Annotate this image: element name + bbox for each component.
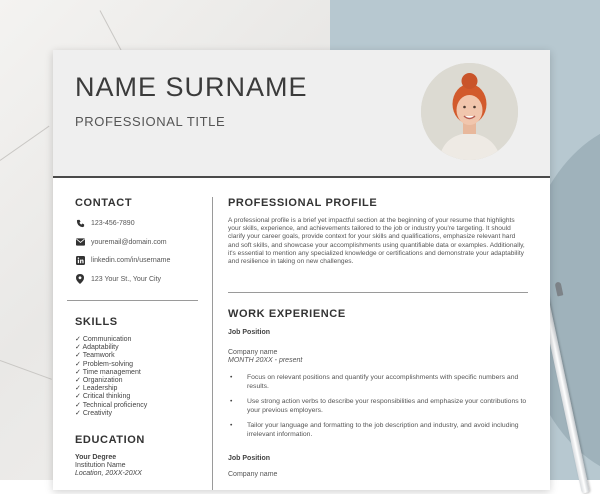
skill-item: ✓ Critical thinking: [75, 393, 147, 401]
professional-title: PROFESSIONAL TITLE: [75, 114, 226, 129]
contact-email: [75, 237, 167, 247]
skill-item: ✓ Communication: [75, 336, 147, 344]
skill-item: ✓ Organization: [75, 377, 147, 385]
job-dates: MONTH 20XX - present: [228, 357, 303, 364]
job-position: Job Position: [228, 455, 270, 462]
phone-number: 123-456-7890: [91, 219, 135, 227]
envelope-icon: [75, 237, 85, 247]
education-location-dates: Location, 20XX-20XX: [75, 470, 142, 477]
company-name: Company name: [228, 349, 278, 356]
contact-divider: [67, 300, 198, 301]
skill-item: ✓ Adaptability: [75, 344, 147, 352]
job-bullet: • Tailor your language and formatting to the job description and industry, and avoid including irrelevant information.: [247, 422, 527, 440]
linkedin-url: linkedin.com/in/username: [91, 256, 171, 264]
skill-item: ✓ Technical proficiency: [75, 402, 147, 410]
contact-heading: CONTACT: [75, 197, 133, 209]
column-divider: [212, 197, 213, 490]
header-divider: [53, 176, 550, 178]
skill-item: ✓ Leadership: [75, 385, 147, 393]
email-address: youremail@domain.com: [91, 238, 167, 246]
resume-page: [53, 50, 550, 490]
skills-heading: SKILLS: [75, 316, 118, 328]
portrait-illustration: [421, 63, 518, 160]
contact-phone: [75, 218, 135, 228]
profile-heading: PROFESSIONAL PROFILE: [228, 197, 378, 209]
location-pin-icon: [75, 274, 85, 284]
company-name: Company name: [228, 471, 278, 478]
education-institution: Institution Name: [75, 462, 126, 469]
skill-item: ✓ Teamwork: [75, 352, 147, 360]
skill-item: ✓ Creativity: [75, 410, 147, 418]
skill-item: ✓ Problem-solving: [75, 361, 147, 369]
job-bullet: • Focus on relevant positions and quantify your accomplishments with specific numbers and results.: [247, 374, 527, 392]
education-heading: EDUCATION: [75, 434, 145, 446]
contact-address: [75, 274, 161, 284]
job-bullet: • Use strong action verbs to describe your responsibilities and emphasize your contributions to your previous employers.: [247, 398, 527, 416]
resume-header: [53, 50, 550, 176]
profile-photo: [421, 63, 518, 160]
experience-heading: WORK EXPERIENCE: [228, 308, 346, 320]
profile-paragraph: A professional profile is a brief yet impactful section at the beginning of your resume that highlights your skills, experience, and achievements tailored to the job or industry you're targeting. It should clarify your career goals, provide context for your skills and qualifications, emphasize relevant hard and soft skills, and showcase your accomplishments using quantifiable data or examples. Additionally, it's essential to mention any specialized knowledge or certifications and demonstrate your adaptability and resilience in taking on new challenges.: [228, 217, 525, 266]
job-position: Job Position: [228, 329, 270, 336]
education-degree: Your Degree: [75, 454, 117, 461]
contact-linkedin: [75, 255, 170, 265]
skills-list: [75, 336, 147, 418]
linkedin-icon: [75, 255, 85, 265]
candidate-name: NAME SURNAME: [75, 72, 308, 102]
street-address: 123 Your St., Your City: [91, 275, 162, 283]
skill-item: ✓ Time management: [75, 369, 147, 377]
phone-icon: [75, 218, 85, 228]
profile-divider: [228, 292, 528, 293]
